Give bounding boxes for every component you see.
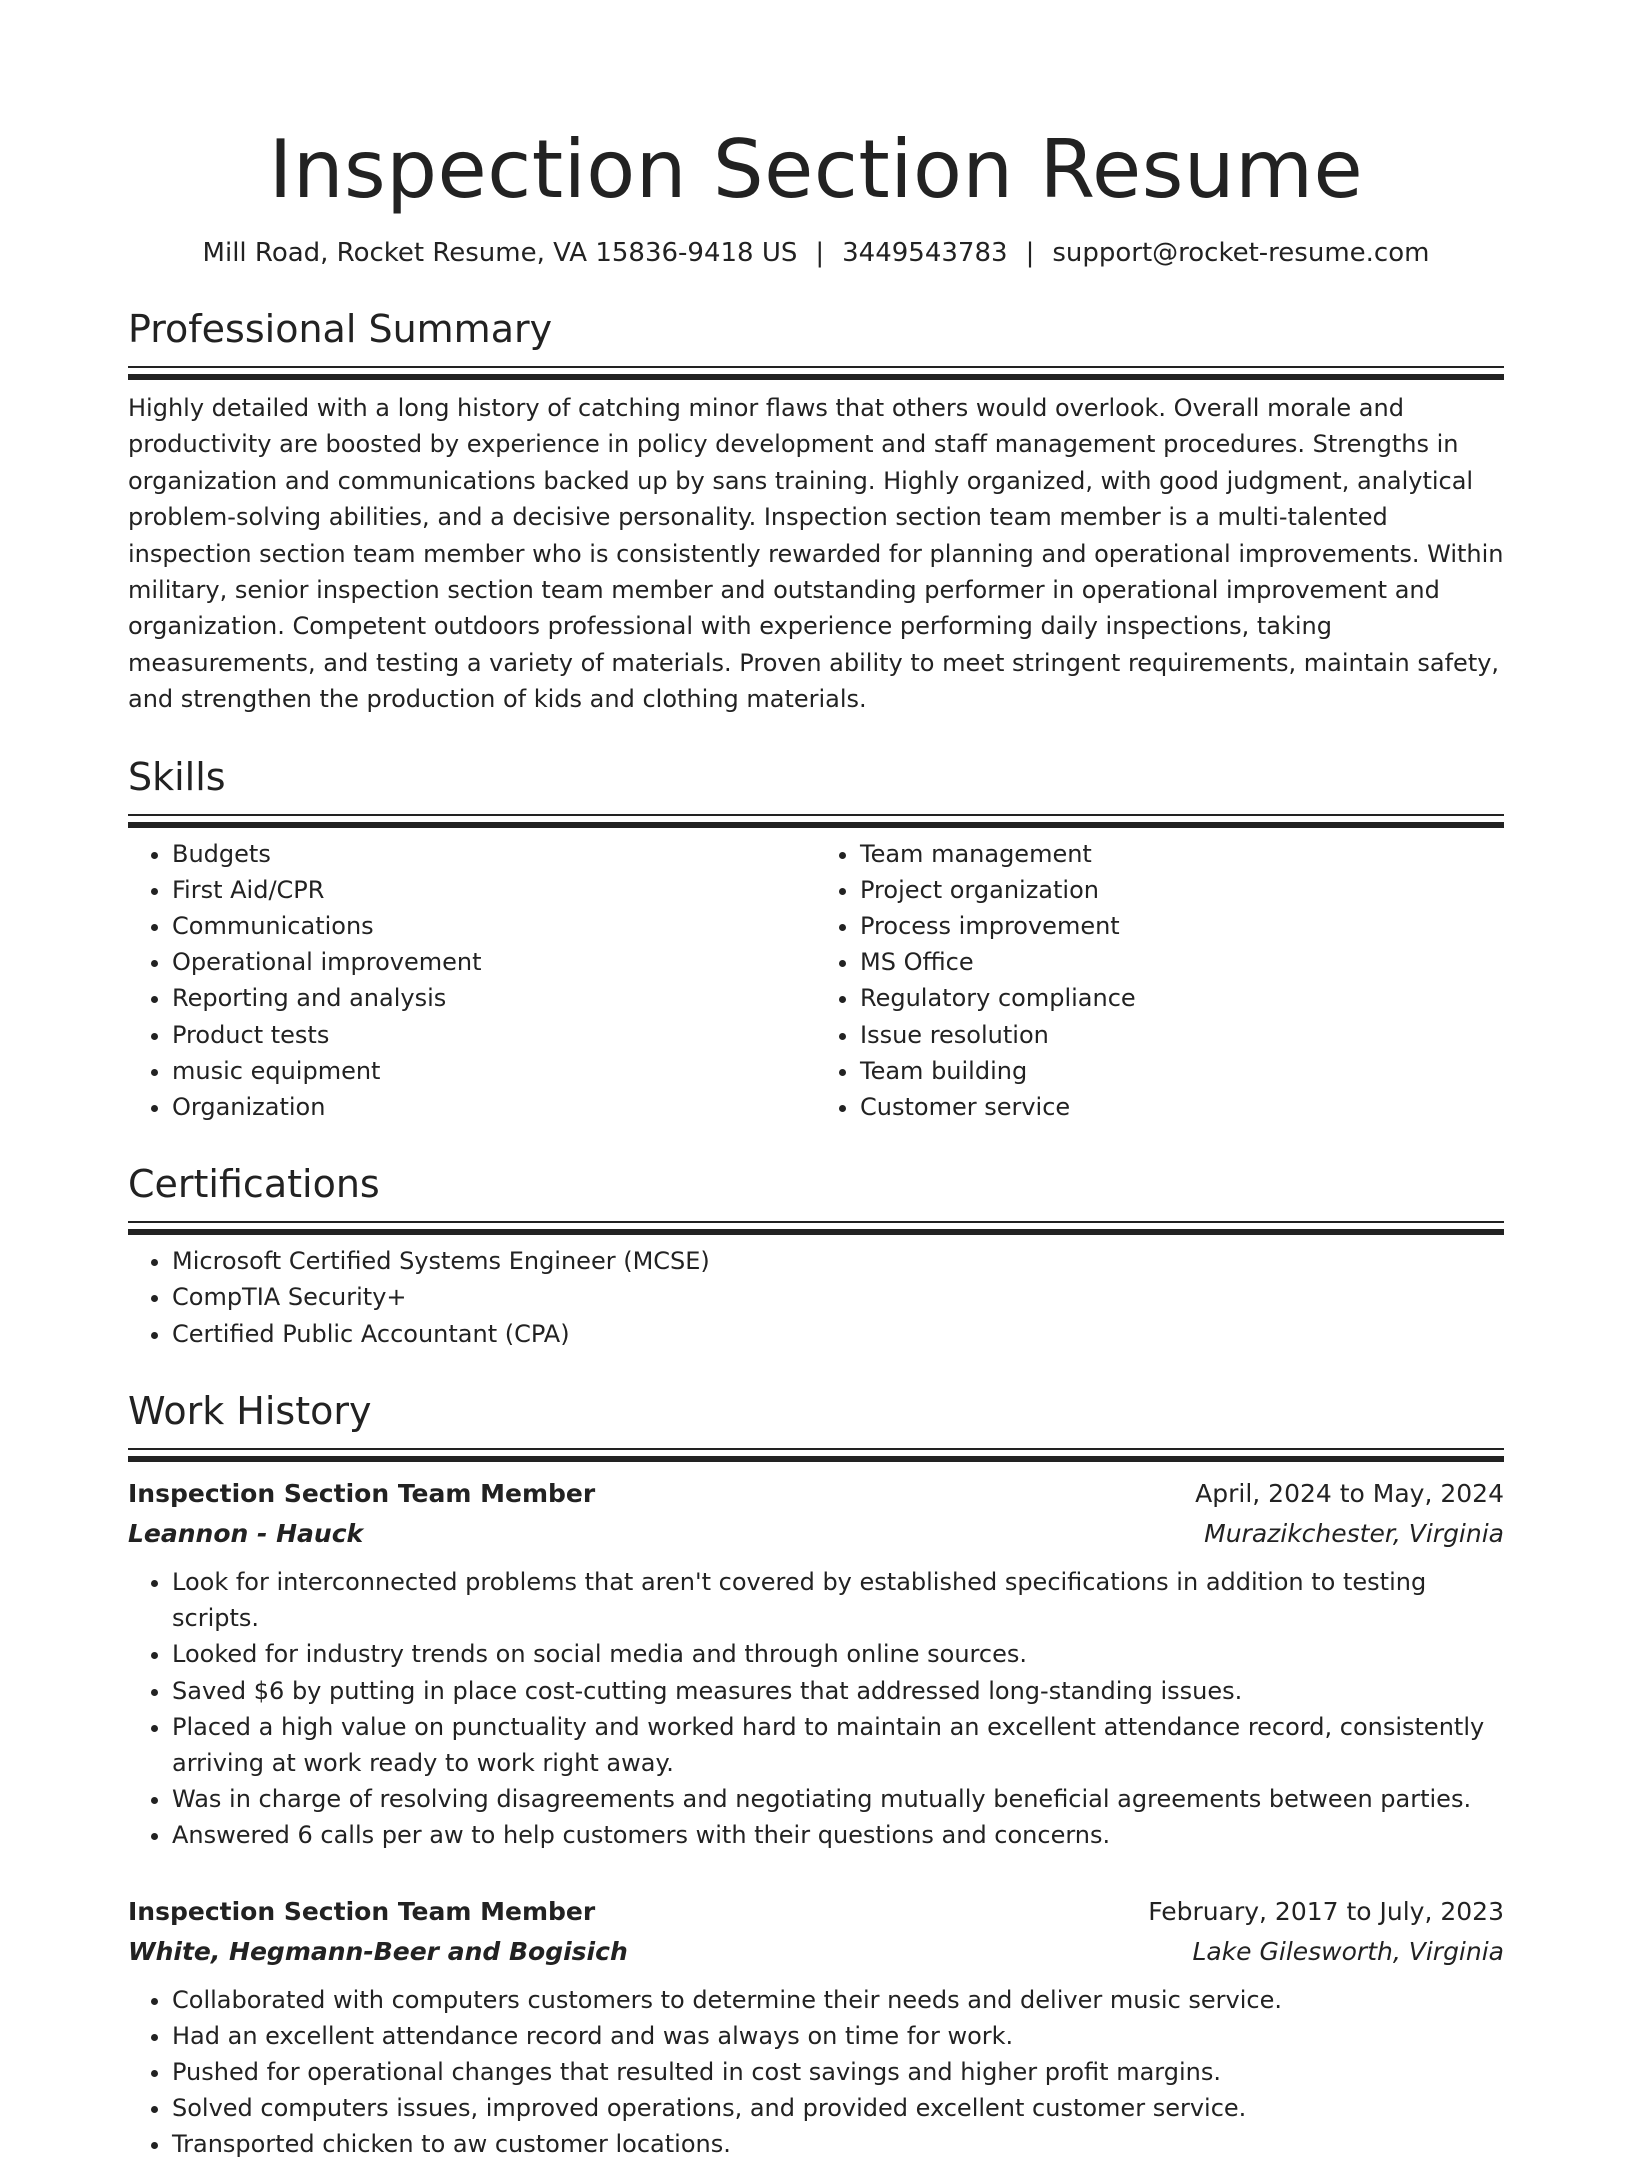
section-divider [128, 1221, 1504, 1237]
summary-section [128, 304, 1504, 718]
skill-item: • MS Office [860, 944, 1504, 980]
summary-text: Highly detailed with a long history of catching minor flaws that others would overlook. Overall morale and productivity are boosted by experience in policy development and staff management procedures. Strengths in organization and communications backed up by sans training. Highly organized, with good judgment, analytical problem-solving abilities, and a decisive personality. Inspection section team member is a multi-talented inspection section team member who is consistently rewarded for planning and operational improvements. Within military, senior inspection section team member and outstanding performer in operational improvement and organization. Competent outdoors professional with experience performing daily inspections, taking measurements, and testing a variety of materials. Proven ability to meet stringent requirements, maintain safety, and strengthen the production of kids and clothing materials. [128, 394, 1504, 714]
skills-list-right [816, 836, 1504, 1126]
job-company: White, Hegmann-Beer and Bogisich [128, 1936, 628, 1966]
job-duty-item: • Saved $6 by putting in place cost-cutting measures that addressed long-standing issues. [172, 1673, 1504, 1709]
job-duty-item: • Transported chicken to aw customer locations. [172, 2126, 1504, 2162]
job-title: Inspection Section Team Member [128, 1896, 596, 1926]
skill-item: • Communications [172, 908, 816, 944]
section-divider [128, 814, 1504, 830]
skills-heading: Skills [128, 754, 226, 799]
job-subheader [128, 1514, 1504, 1554]
skill-item: • Reporting and analysis [172, 980, 816, 1016]
job-duty-item: • Was in charge of resolving disagreements and negotiating mutually beneficial agreements between parties. [172, 1781, 1504, 1817]
job-entry [128, 1474, 1504, 1854]
job-location: Lake Gilesworth, Virginia [1192, 1936, 1504, 1966]
skill-item: • Issue resolution [860, 1017, 1504, 1053]
job-dates: February, 2017 to July, 2023 [1148, 1896, 1504, 1926]
certifications-section [128, 1159, 1504, 1352]
certification-item: • CompTIA Security+ [172, 1279, 1504, 1315]
work-history-heading: Work History [128, 1388, 372, 1433]
skill-item: • Budgets [172, 836, 816, 872]
job-duties [128, 1564, 1504, 1854]
job-title: Inspection Section Team Member [128, 1478, 596, 1508]
skill-item: • Team management [860, 836, 1504, 872]
certifications-list [128, 1243, 1504, 1352]
job-header [128, 1892, 1504, 1932]
job-header [128, 1474, 1504, 1514]
contact-address: Mill Road, Rocket Resume, VA 15836-9418 US [202, 238, 798, 268]
section-divider [128, 366, 1504, 382]
skill-item: • Organization [172, 1089, 816, 1125]
contact-phone: 3449543783 [842, 238, 1008, 268]
resume-page [128, 0, 1504, 2163]
skill-item: • Operational improvement [172, 944, 816, 980]
skill-item: • First Aid/CPR [172, 872, 816, 908]
skills-columns [128, 830, 1504, 1126]
certification-item: • Microsoft Certified Systems Engineer (MCSE) [172, 1243, 1504, 1279]
job-duties [128, 1982, 1504, 2163]
job-duty-item: • Answered 6 calls per aw to help customers with their questions and concerns. [172, 1817, 1504, 1853]
job-duty-item: • Solved computers issues, improved operations, and provided excellent customer service. [172, 2090, 1504, 2126]
job-duty-item: • Pushed for operational changes that resulted in cost savings and higher profit margins. [172, 2054, 1504, 2090]
skills-section [128, 752, 1504, 1126]
section-divider [128, 1448, 1504, 1464]
job-entry [128, 1892, 1504, 2163]
job-dates: April, 2024 to May, 2024 [1195, 1478, 1504, 1508]
summary-heading: Professional Summary [128, 307, 553, 351]
skill-item: • Product tests [172, 1017, 816, 1053]
job-duty-item: • Placed a high value on punctuality and worked hard to maintain an excellent attendance record, consistently arriving at work ready to work right away. [172, 1709, 1504, 1781]
skill-item: • Customer service [860, 1089, 1504, 1125]
certifications-heading: Certifications [128, 1162, 380, 1207]
resume-name: Inspection Section Resume [268, 123, 1364, 216]
work-history-section [128, 1386, 1504, 2163]
job-subheader [128, 1932, 1504, 1972]
contact-email: support@rocket-resume.com [1052, 238, 1430, 268]
skills-list-left [128, 836, 816, 1126]
job-duty-item: • Collaborated with computers customers to determine their needs and deliver music service. [172, 1982, 1504, 2018]
job-duty-item: • Looked for industry trends on social media and through online sources. [172, 1636, 1504, 1672]
certification-item: • Certified Public Accountant (CPA) [172, 1316, 1504, 1352]
skill-item: • Team building [860, 1053, 1504, 1089]
skill-item: • Regulatory compliance [860, 980, 1504, 1016]
skill-item: • music equipment [172, 1053, 816, 1089]
skill-item: • Project organization [860, 872, 1504, 908]
skill-item: • Process improvement [860, 908, 1504, 944]
job-duty-item: • Look for interconnected problems that aren't covered by established specifications in addition to testing scripts. [172, 1564, 1504, 1636]
contact-line [128, 236, 1504, 270]
contact-separator: | [815, 238, 825, 268]
job-duty-item: • Had an excellent attendance record and was always on time for work. [172, 2018, 1504, 2054]
job-location: Murazikchester, Virginia [1204, 1518, 1504, 1548]
job-company: Leannon - Hauck [128, 1518, 364, 1548]
contact-separator: | [1025, 238, 1035, 268]
